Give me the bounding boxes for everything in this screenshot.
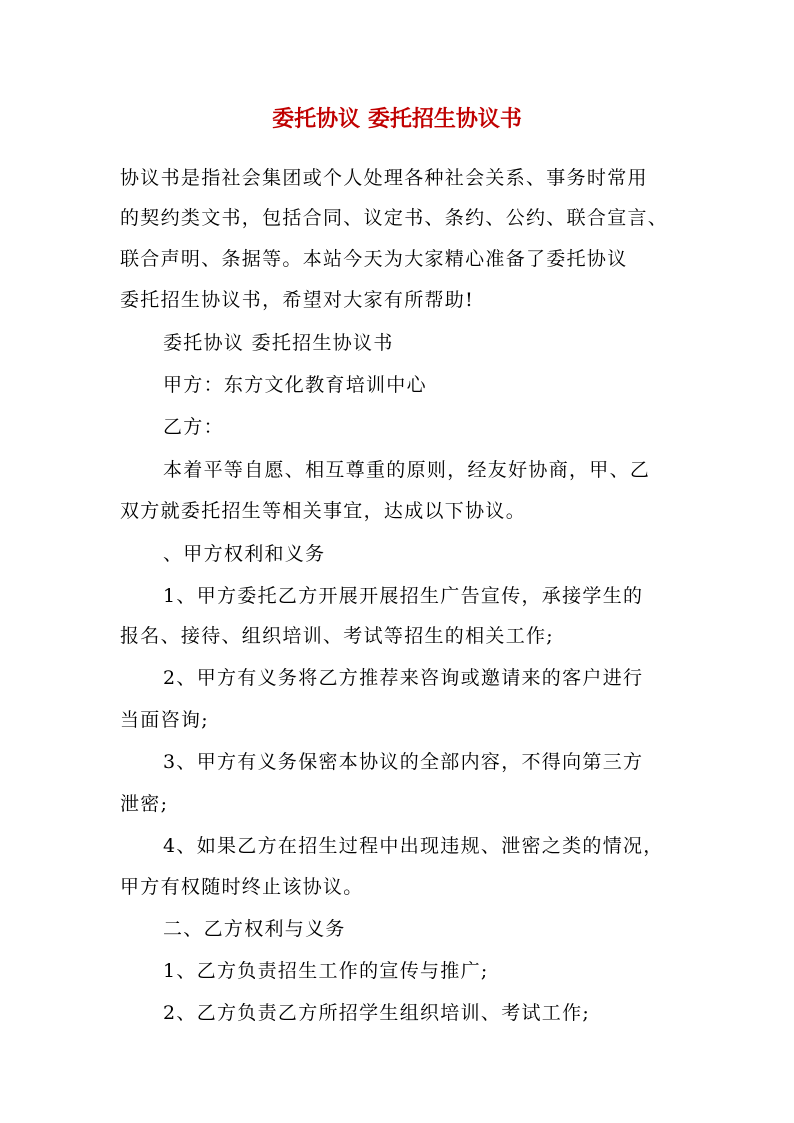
party-a: 甲方：东方文化教育培训中心 [163,374,427,396]
section-a-item-3-line-2: 泄密; [120,793,169,815]
section-a-item-2-line-2: 当面咨询; [120,709,209,731]
intro-line: 委托招生协议书，希望对大家有所帮助! [120,289,475,311]
section-a-item-3-line-1: 3、甲方有义务保密本协议的全部内容，不得向第三方 [163,751,644,773]
document-title: 委托协议 委托招生协议书 [272,106,522,132]
intro-line: 协议书是指社会集团或个人处理各种社会关系、事务时常用 [120,167,648,189]
section-a-item-1-line-1: 1、甲方委托乙方开展开展招生广告宣传，承接学生的 [163,585,644,607]
section-a-item-4-line-1: 4、如果乙方在招生过程中出现违规、泄密之类的情况， [163,835,664,857]
section-a-item-1-line-2: 报名、接待、组织培训、考试等招生的相关工作; [120,625,555,647]
section-b-item: 1、乙方负责招生工作的宣传与推广; [163,960,489,982]
intro-line: 联合声明、条据等。本站今天为大家精心准备了委托协议 [120,248,628,270]
intro-line: 的契约类文书，包括合同、议定书、条约、公约、联合宣言、 [120,207,669,229]
preamble-line: 本着平等自愿、相互尊重的原则，经友好协商，甲、乙 [163,459,651,481]
party-b: 乙方： [163,416,224,438]
section-a-item-4-line-2: 甲方有权随时终止该协议。 [120,876,364,898]
section-b-item: 2、乙方负责乙方所招学生组织培训、考试工作; [163,1002,591,1024]
section-a-heading: 、甲方权利和义务 [163,543,326,565]
preamble-line: 双方就委托招生等相关事宜，达成以下协议。 [120,500,527,522]
section-b-heading: 二、乙方权利与义务 [163,918,346,940]
subtitle: 委托协议 委托招生协议书 [163,332,394,354]
section-a-item-2-line-1: 2、甲方有义务将乙方推荐来咨询或邀请来的客户进行 [163,667,644,689]
